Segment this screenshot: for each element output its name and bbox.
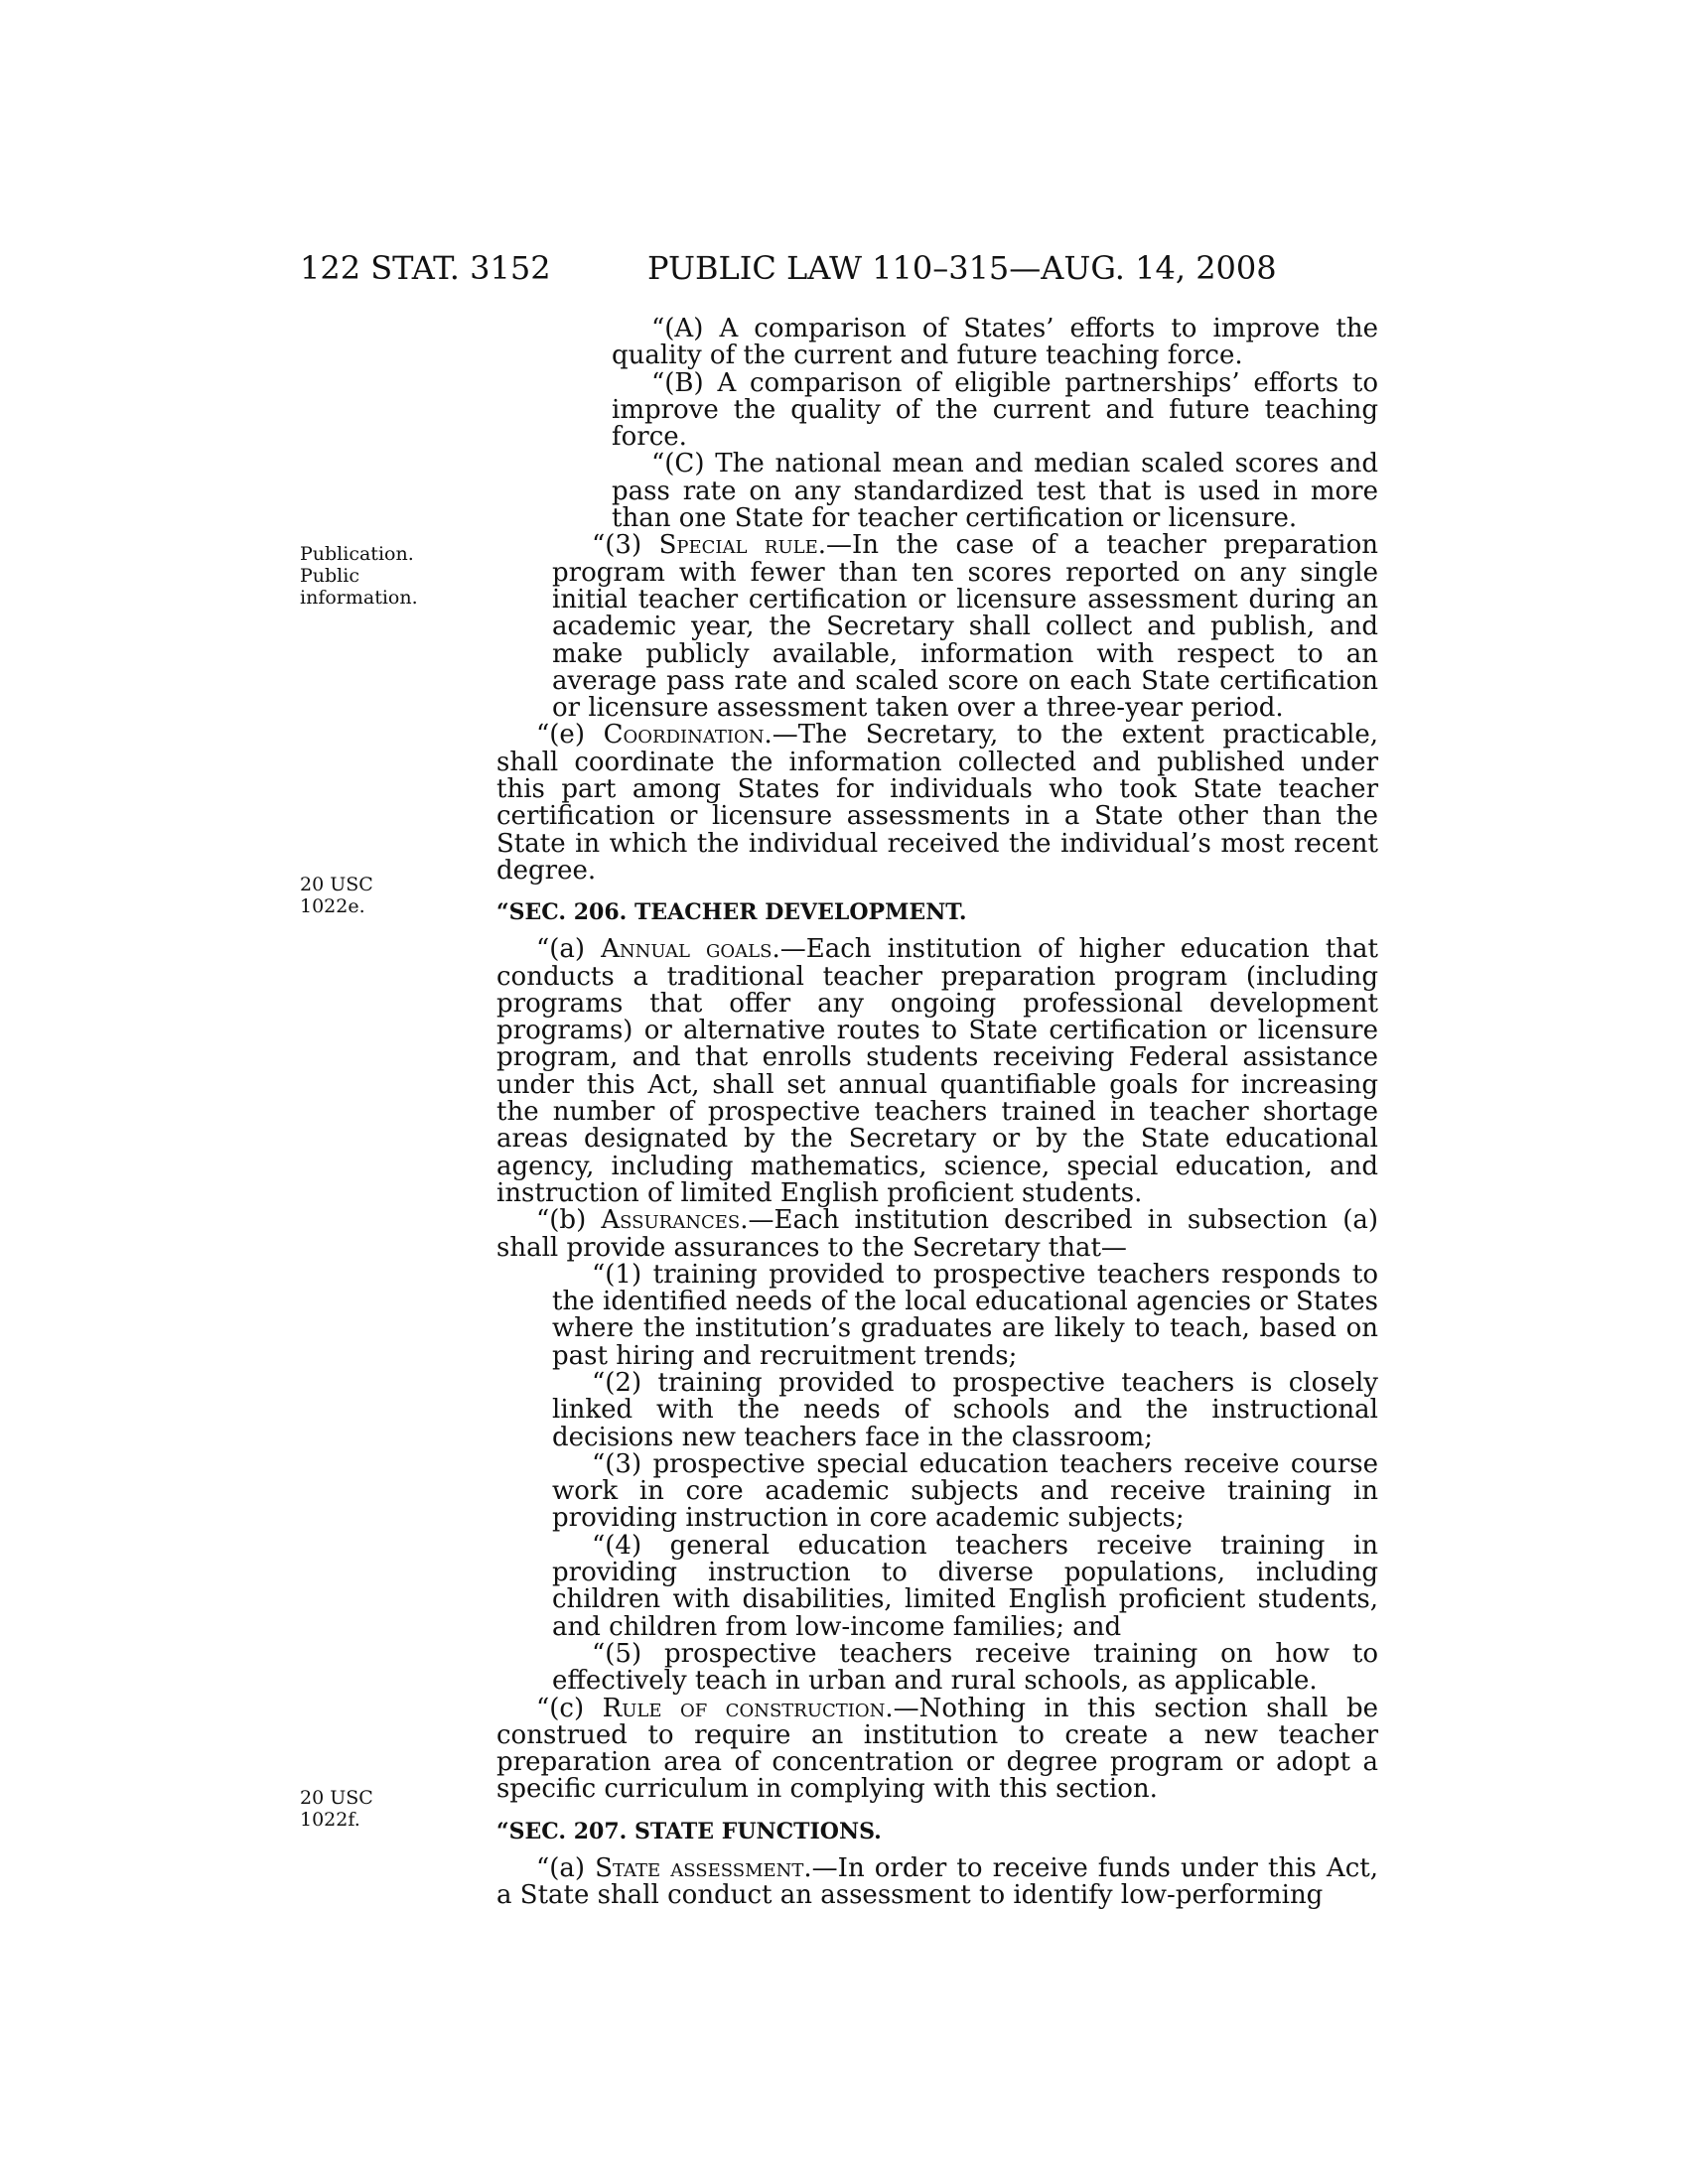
paragraph-a: “(A) A comparison of States’ efforts to improve the quality of the current and future teaching force.	[612, 314, 1378, 371]
subsection-label: Coordination	[603, 720, 765, 751]
assurance-item-2: “(2) training provided to prospective teachers is closely linked with the needs of schools and the instructional decisions new teachers face in the classroom;	[552, 1367, 1378, 1452]
assurance-item-1: “(1) training provided to prospective teachers responds to the identified needs of the local educational agencies or States where the institution’s graduates are likely to teach, based on past hiring and recruitment trends;	[552, 1259, 1378, 1371]
paragraph-special-rule: “(3) Special rule.—In the case of a teacher preparation program with fewer than ten scores reported on any single initial teacher certification or licensure assessment during an academic year, the Secretary shall collect and publish, and make publicly available, information with respect to an average pass rate and scaled score on each State certification or licensure assessment taken over a three-year period.	[552, 530, 1379, 724]
paragraph-assurances: “(b) Assurances.—Each institution described in subsection (a) shall provide assurances to the Secretary that—	[496, 1205, 1378, 1263]
subsection-label: Annual goals	[601, 934, 773, 965]
paragraph-coordination: “(e) Coordination.—The Secretary, to the extent practicable, shall coordinate the information collected and published under this part among States for individuals who took State teacher certification or licensure assessments in a State other than the State in which the individual received the individual’s most recent degree.	[496, 720, 1378, 886]
margin-note-line: Public	[300, 565, 359, 587]
assurance-item-4: “(4) general education teachers receive training in providing instruction to diverse populations, including children with disabilities, limited English proficient students, and children from low-income families; and	[552, 1530, 1378, 1642]
assurance-item-3: “(3) prospective special education teachers receive course work in core academic subjects and receive training in providing instruction in core academic subjects;	[552, 1448, 1378, 1534]
paragraph-rule-of-construction: “(c) Rule of construction.—Nothing in this section shall be construed to require an institution to create a new teacher preparation area of concentration or degree program or adopt a specific curriculum in complying with this section.	[496, 1693, 1378, 1805]
subsection-label: Assurances	[601, 1205, 741, 1236]
margin-note-usc-1022f: 20 USC 1022f.	[300, 1787, 373, 1831]
paragraph-b: “(B) A comparison of eligible partnerships’ efforts to improve the quality of the current and future teaching force.	[612, 367, 1378, 453]
margin-note-usc-1022e: 20 USC 1022e.	[300, 874, 373, 917]
margin-note-line: Publication.	[300, 543, 414, 565]
page-title: PUBLIC LAW 110–315—AUG. 14, 2008	[647, 249, 1277, 287]
paragraph-c: “(C) The national mean and median scaled scores and pass rate on any standardized test that is used in more than one State for teacher certification or licensure.	[612, 449, 1378, 534]
margin-note-publication	[300, 543, 429, 609]
section-207-heading: “SEC. 207. STATE FUNCTIONS.	[496, 1818, 882, 1844]
page-stat-reference: 122 STAT. 3152	[300, 249, 551, 287]
assurance-item-5: “(5) prospective teachers receive training on how to effectively teach in urban and rural schools, as applicable.	[552, 1638, 1378, 1697]
paragraph-state-assessment: “(a) State assessment.—In order to receive funds under this Act, a State shall conduct an assessment to identify low-performing	[496, 1852, 1378, 1911]
subsection-label: State assessment	[595, 1852, 804, 1883]
subsection-label: Special rule	[658, 530, 818, 561]
section-206-heading: “SEC. 206. TEACHER DEVELOPMENT.	[496, 899, 967, 926]
margin-note-line: information.	[300, 587, 418, 609]
document-body	[496, 316, 1378, 1909]
paragraph-annual-goals: “(a) Annual goals.—Each institution of higher education that conducts a traditional teacher preparation program (including programs that offer any ongoing professional development programs) or alternative routes to State certification or licensure program, and that enrolls students receiving Federal assistance under this Act, shall set annual quantifiable goals for increasing the number of prospective teachers trained in teacher shortage areas designated by the Secretary or by the State educational agency, including mathematics, science, special education, and instruction of limited English proficient students.	[496, 934, 1378, 1208]
subsection-label: Rule of construction	[602, 1693, 886, 1723]
